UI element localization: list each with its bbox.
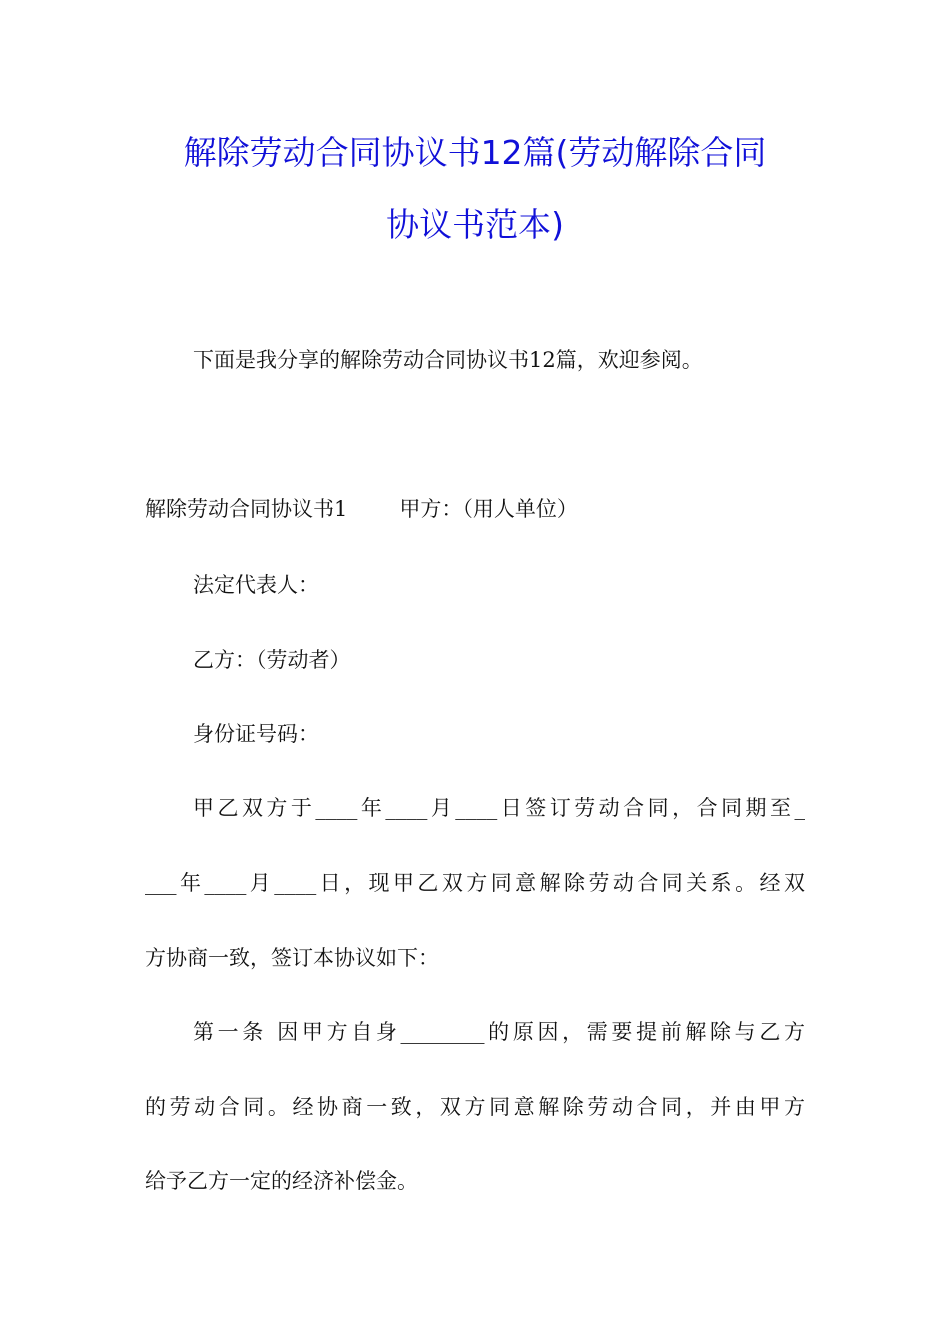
party-b-label: 乙方：（劳动者）: [193, 648, 351, 672]
legal-representative-label: 法定代表人：: [193, 573, 319, 597]
id-number-label: 身份证号码：: [193, 722, 319, 746]
paragraph-2-line-1: 第一条 因甲方自身________的原因，需要提前解除与乙方: [193, 1020, 805, 1044]
paragraph-2-line-3: 给予乙方一定的经济补偿金。: [145, 1169, 418, 1193]
party-a-label: 甲方：（用人单位）: [399, 497, 578, 521]
title-line-1: 解除劳动合同协议书12篇(劳动解除合同: [183, 133, 767, 172]
intro-paragraph: 下面是我分享的解除劳动合同协议书12篇，欢迎参阅。: [193, 348, 703, 372]
paragraph-1-line-2: ___年____月____日，现甲乙双方同意解除劳动合同关系。经双: [145, 871, 805, 895]
title-line-2: 协议书范本): [386, 205, 564, 244]
paragraph-1-line-1: 甲乙双方于____年____月____日签订劳动合同，合同期至_: [193, 796, 805, 820]
paragraph-1-line-3: 方协商一致，签订本协议如下：: [145, 946, 439, 970]
paragraph-2-line-2: 的劳动合同。经协商一致，双方同意解除劳动合同，并由甲方: [145, 1095, 805, 1119]
section-heading: 解除劳动合同协议书1: [145, 497, 348, 521]
section-heading-row: [145, 494, 578, 524]
